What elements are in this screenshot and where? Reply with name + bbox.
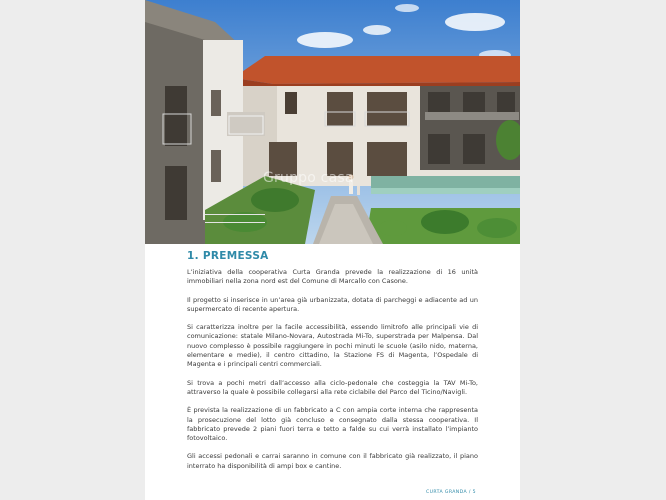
paragraph: L’iniziativa della cooperativa Curta Granda prevede la realizzazione di 16 unità immobiliari nella zona nord est del Comune di Marcallo con Casone. <box>187 268 478 286</box>
body-text <box>187 268 478 480</box>
paragraph: È prevista la realizzazione di un fabbricato a C con ampia corte interna che rappresenta la prosecuzione del lotto già concluso e consegnato dalla stessa cooperativa. Il fabbricato prevede 2 piani fuori terra e tetto a falde su cui verrà installato l’impianto fotovoltaico. <box>187 406 478 443</box>
paragraph: Si trova a pochi metri dall’accesso alla ciclo-pedonale che costeggia la TAV Mi-To, attraverso la quale è possibile collegarsi alla rete ciclabile del Parco del Ticino/Navigli. <box>187 378 478 396</box>
paragraph: Gli accessi pedonali e carrai saranno in comune con il fabbricato già realizzato, il piano interrato ha disponibilità di ampi box e cantine. <box>187 452 478 470</box>
page-footer: CURTA GRANDA / 5 <box>425 490 476 495</box>
document-page <box>145 0 520 500</box>
section-title: 1. PREMESSA <box>187 250 269 262</box>
building-rendering <box>145 0 520 244</box>
paragraph: Si caratterizza inoltre per la facile accessibilità, essendo limitrofo alle principali vie di comunicazione: statale Milano-Novara, Autostrada Mi-To, superstrada per Malpensa. Dal nuovo complesso è possibile raggiungere in pochi minuti le scuole (asilo nido, materna, elementare e medie), il centro cittadino, la Stazione FS di Magenta, l’Ospedale di Magenta e i principali centri commerciali. <box>187 323 478 369</box>
rendering-illustration <box>145 0 520 244</box>
paragraph: Il progetto si inserisce in un’area già urbanizzata, dotata di parcheggi e adiacente ad un supermercato di recente apertura. <box>187 295 478 313</box>
watermark-text: Gruppo casa <box>263 170 354 186</box>
